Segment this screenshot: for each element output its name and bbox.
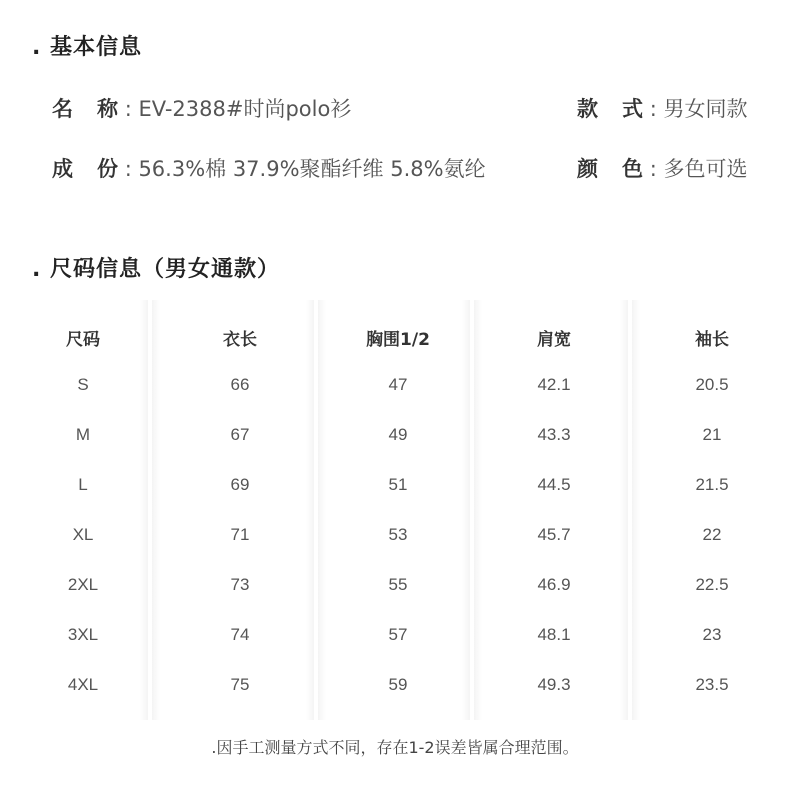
column-divider	[140, 300, 148, 720]
table-cell: 44.5	[537, 475, 571, 494]
size-table	[0, 300, 790, 720]
color-row	[577, 153, 747, 183]
size-info-title: . 尺码信息（男女通款）	[32, 257, 281, 282]
style-row	[577, 93, 747, 123]
column-divider	[620, 300, 628, 720]
table-cell: 48.1	[537, 625, 571, 644]
column-divider	[306, 300, 314, 720]
color-label-b: 色	[622, 157, 643, 181]
table-header-cell: 衣长	[223, 330, 257, 350]
table-cell: 42.1	[537, 375, 571, 394]
material-value: : 56.3%棉 37.9%聚酯纤维 5.8%氨纶	[124, 157, 486, 181]
table-cell: 43.3	[537, 425, 571, 444]
column-divider	[152, 300, 160, 720]
style-label-b: 式	[622, 97, 643, 121]
product-name-row	[52, 93, 351, 123]
table-cell: 57	[388, 625, 408, 644]
table-cell: 69	[230, 475, 250, 494]
table-cell: 75	[230, 675, 250, 694]
table-size-cell: 2XL	[67, 575, 99, 594]
material-label-b: 份	[97, 157, 118, 181]
measurement-note: .因手工测量方式不同，存在1-2误差皆属合理范围。	[211, 738, 579, 757]
table-size-cell: XL	[72, 525, 94, 544]
style-label-a: 款	[577, 97, 598, 121]
table-header-cell: 袖长	[695, 330, 729, 350]
table-size-cell: 3XL	[67, 625, 99, 644]
table-header-cell: 尺码	[66, 330, 100, 350]
column-divider	[474, 300, 482, 720]
column-divider	[318, 300, 326, 720]
table-cell: 74	[230, 625, 250, 644]
table-cell: 23	[702, 625, 722, 644]
table-cell: 21.5	[695, 475, 729, 494]
table-cell: 51	[388, 475, 408, 494]
table-header-cell: 肩宽	[537, 330, 571, 350]
table-cell: 22.5	[695, 575, 729, 594]
table-cell: 73	[230, 575, 250, 594]
color-value: : 多色可选	[649, 157, 748, 181]
table-cell: 53	[388, 525, 408, 544]
table-header-cell: 胸围1/2	[366, 330, 430, 350]
column-divider	[632, 300, 640, 720]
name-label-b: 称	[97, 97, 118, 121]
name-label-a: 名	[52, 97, 73, 121]
table-cell: 49	[388, 425, 408, 444]
product-name-value: : EV-2388#时尚polo衫	[124, 97, 352, 121]
style-value: : 男女同款	[649, 97, 748, 121]
table-cell: 21	[702, 425, 722, 444]
table-cell: 55	[388, 575, 408, 594]
table-size-cell: S	[77, 375, 89, 394]
table-cell: 22	[702, 525, 722, 544]
table-size-cell: L	[78, 475, 88, 494]
table-cell: 20.5	[695, 375, 729, 394]
table-size-cell: 4XL	[67, 675, 99, 694]
table-size-cell: M	[75, 425, 91, 444]
material-label-a: 成	[52, 157, 73, 181]
table-cell: 46.9	[537, 575, 571, 594]
material-row	[52, 153, 486, 183]
table-cell: 23.5	[695, 675, 729, 694]
basic-info-title: . 基本信息	[32, 35, 143, 60]
color-label-a: 颜	[577, 157, 598, 181]
table-cell: 59	[388, 675, 408, 694]
table-cell: 71	[230, 525, 250, 544]
table-cell: 47	[388, 375, 408, 394]
column-divider	[462, 300, 470, 720]
table-cell: 45.7	[537, 525, 571, 544]
table-cell: 49.3	[537, 675, 571, 694]
table-cell: 67	[230, 425, 250, 444]
table-cell: 66	[230, 375, 250, 394]
